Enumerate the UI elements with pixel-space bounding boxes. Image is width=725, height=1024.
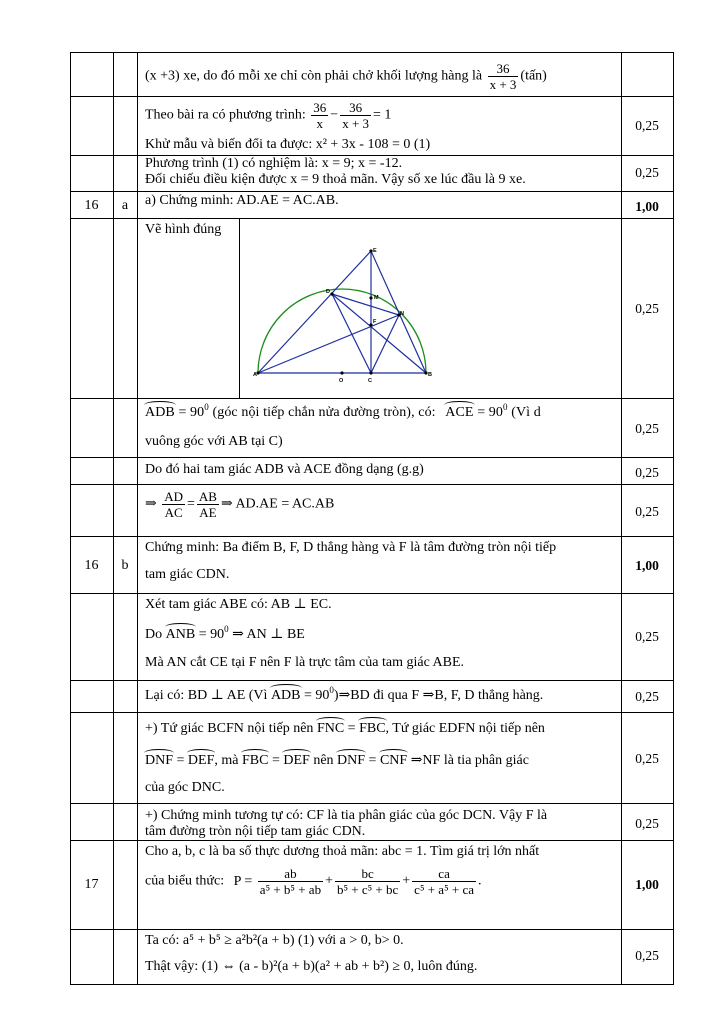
row-line [70,484,673,485]
row-line [70,712,673,713]
label-D: D [326,289,330,295]
row-line [70,929,673,930]
score: 0,25 [635,816,659,831]
score: 0,25 [635,421,659,436]
label-C: C [368,378,372,384]
label-A: A [253,372,257,378]
row15-line1: Ta có: a⁵ + b⁵ ≥ a²b²(a + b) (1) với a > 0, b> 0. [145,933,404,948]
label-B: B [428,372,432,378]
score: 0,25 [635,465,659,480]
row2-line2: Khử mẫu và biến đổi ta được: x² + 3x - 108 = 0 (1) [145,137,431,152]
row-line [70,398,673,399]
row10-line1: Xét tam giác ABE có: AB ⊥ EC. [145,597,332,612]
score: 0,25 [635,504,659,519]
label-N: N [400,311,404,317]
score: 0,25 [635,689,659,704]
row-line [70,191,673,192]
part-letter: b [121,558,129,573]
part-letter: a [121,198,129,213]
row5-text: Vẽ hình đúng [145,222,222,237]
score-total: 1,00 [635,877,659,892]
label-F: F [373,319,377,325]
row-line [70,803,673,804]
row12-line3: của góc DNC. [145,780,225,795]
row-line [70,593,673,594]
row-line [70,984,673,985]
row2-equation: Theo bài ra có phương trình: $\frac{36}{x}$ − $\frac{36}{x + 3}$ = 1 [145,100,392,131]
row15-line2: Thật vậy: (1) ⇔ (a - b)²(a + b)(a² + ab + b²) ≥ 0, luôn đúng. [145,959,478,974]
score: 0,25 [635,165,659,180]
score-total: 1,00 [635,558,659,573]
row10-line3: Mà AN cắt CE tại F nên F là trực tâm của tam giác ABE. [145,655,465,670]
score: 0,25 [635,118,659,133]
label-E: E [373,248,377,254]
row3-line2: Đối chiếu điều kiện được x = 9 thoả mãn. Vậy số xe lúc đầu là 9 xe. [145,172,526,187]
row12-line1: +) Tứ giác BCFN nội tiếp nên FNC = FBC, Tứ giác EDFN nội tiếp nên [145,721,545,736]
row10-line2: Do ANB = $90^0$ ⇒ AN ⊥ BE [145,624,305,642]
row3-line1: Phương trình (1) có nghiệm là: x = 9; x = -12. [145,156,403,171]
row11-text: Lại có: BD ⊥ AE (Vì ADB = $90^0)\Rightarrow BD$ đi qua F ⇒B, F, D thẳng hàng. [145,685,544,703]
row14-line1: Cho a, b, c là ba số thực dương thoả mãn: abc = 1. Tìm giá trị lớn nhất [145,844,540,859]
label-M: M [374,295,379,301]
row13-line2: tâm đường tròn nội tiếp tam giác CDN. [145,824,366,839]
row9-line1: Chứng minh: Ba điểm B, F, D thẳng hàng và F là tâm đường tròn nội tiếp [145,540,557,555]
segment-DC [332,294,371,373]
score: 0,25 [635,948,659,963]
row12-line2: DNF = DEF, mà FBC = DEF nên DNF = CNF ⇒NF là tia phân giác [145,753,529,768]
row7-text: Do đó hai tam giác ADB và ACE đồng dạng (g.g) [145,462,424,477]
row6-line1: ADB = $90^0$ (góc nội tiếp chắn nửa đường tròn), có: ACE = $90^0$ (Vì d [145,402,541,420]
question-number: 16 [84,198,99,213]
segment-BD [332,294,426,373]
row6-line2: vuông góc với AB tại C) [145,434,283,449]
row9-line2: tam giác CDN. [145,567,230,582]
question-number: 16 [84,558,99,573]
geometry-figure [240,219,450,397]
row-line [70,840,673,841]
row-line [70,96,673,97]
semicircle-arc [258,289,426,373]
row-line [70,680,673,681]
row-line [70,457,673,458]
segment-AN [258,315,399,373]
score: 0,25 [635,301,659,316]
score-total: 1,00 [635,199,659,214]
question-number: 17 [84,877,99,892]
row13-line1: +) Chứng minh tương tự có: CF là tia phân giác của góc DCN. Vậy F là [145,808,548,823]
row4-text: a) Chứng minh: AD.AE = AC.AB. [145,193,339,208]
score: 0,25 [635,751,659,766]
row8-equation: ⇒ $\frac{AD}{AC}$ = $\frac{AB}{AE}$ ⇒ AD.AE = AC.AB [145,489,335,520]
row-line [70,536,673,537]
table-border-right [673,52,674,985]
row-line [70,52,673,53]
segment-DN [332,294,399,315]
label-O: O [339,378,344,384]
row14-line2: của biểu thức: P = $\frac{ab}{\text{a⁵ + b⁵ + ab}}$ + $\frac{bc}{\text{b⁵ + c⁵ + bc}}$ + $\frac{ca}{\text{c⁵ + a⁵ + ca}}$ . [145,866,482,897]
row1-text: (x +3) xe, do đó mỗi xe chỉ còn phải chở khối lượng hàng là $\frac{36}{x + 3}$ (tấn) [145,61,547,92]
score: 0,25 [635,629,659,644]
